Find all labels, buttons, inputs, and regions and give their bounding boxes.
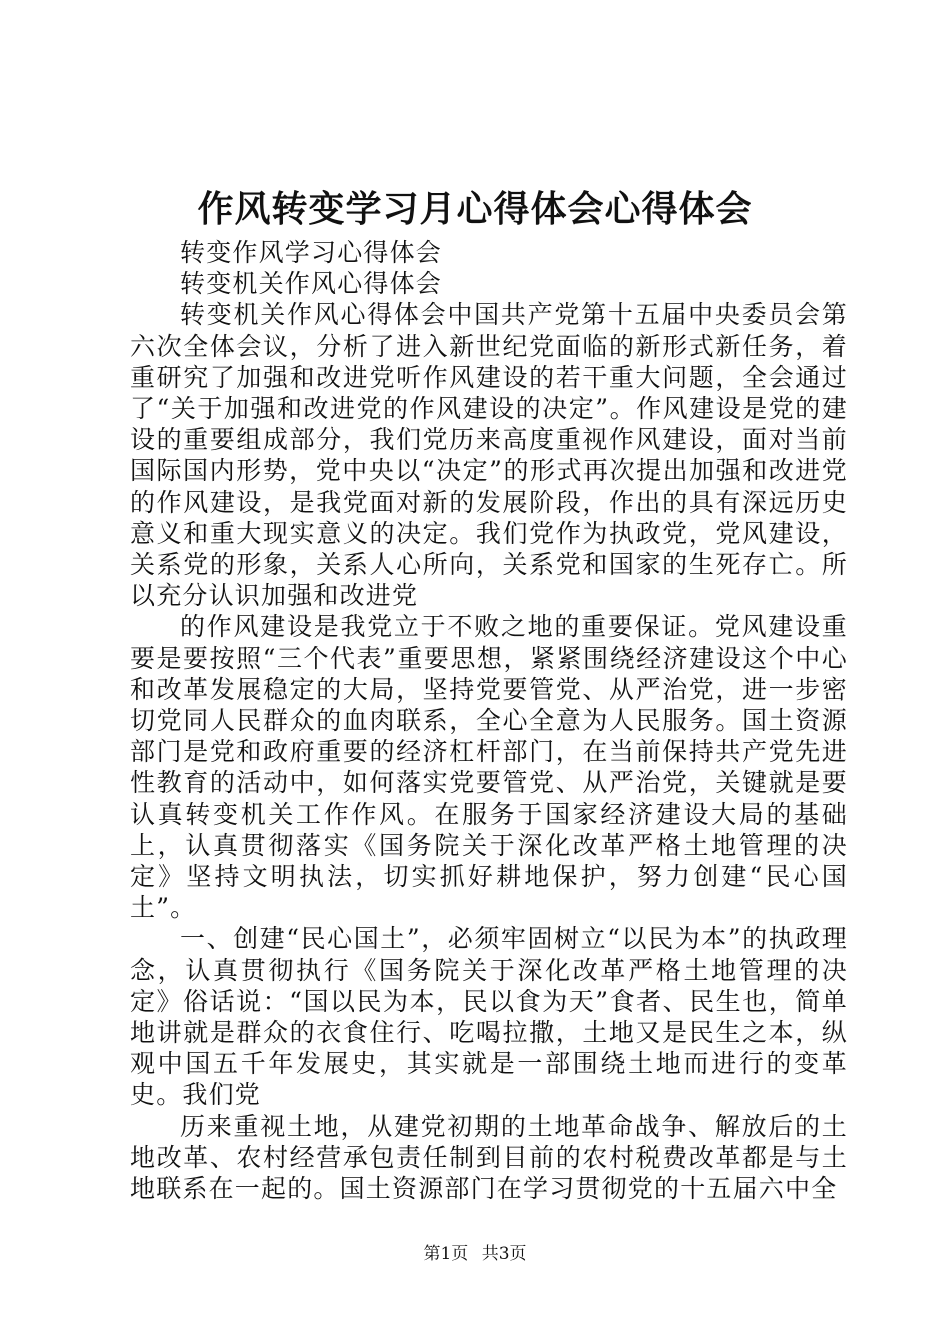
- body-paragraph: 转变作风学习心得体会: [180, 238, 443, 267]
- page-footer: [0, 1242, 950, 1266]
- page-number: 第1页: [423, 1244, 469, 1264]
- document-title: 作风转变学习月心得体会心得体会: [197, 188, 753, 230]
- page-total: 共3页: [481, 1244, 527, 1264]
- body-paragraph: 转变机关作风心得体会中国共产党第十五届中央委员会第六次全体会议，分析了进入新世纪党面临的新形式新任务，着重研究了加强和改进党听作风建设的若干重大问题，全会通过了“关于加强和改进党的作风建设的决定”。作风建设是党的建设的重要组成部分，我们党历来高度重视作风建设，面对当前国际国内形势，党中央以“决定”的形式再次提出加强和改进党的作风建设，是我党面对新的发展阶段，作出的具有深远历史意义和重大现实意义的决定。我们党作为执政党，党风建设，关系党的形象，关系人心所向，关系党和国家的生死存亡。所以充分认识加强和改进党: [130, 300, 848, 611]
- body-paragraph: 一、创建“民心国土”，必须牢固树立“以民为本”的执政理念，认真贯彻执行《国务院关于深化改革严格土地管理的决定》俗话说：“国以民为本，民以食为天”食者、民生也，简单地讲就是群众的衣食住行、吃喝拉撒，土地又是民生之本，纵观中国五千年发展史，其实就是一部围绕土地而进行的变革史。我们党: [130, 924, 848, 1110]
- body-paragraph: 的作风建设是我党立于不败之地的重要保证。党风建设重要是要按照“三个代表”重要思想，紧紧围绕经济建设这个中心和改革发展稳定的大局，坚持党要管党、从严治党，进一步密切党同人民群众的血肉联系，全心全意为人民服务。国土资源部门是党和政府重要的经济杠杆部门，在当前保持共产党先进性教育的活动中，如何落实党要管党、从严治党，关键就是要认真转变机关工作作风。在服务于国家经济建设大局的基础上，认真贯彻落实《国务院关于深化改革严格土地管理的决定》坚持文明执法，切实抓好耕地保护，努力创建“民心国土”。: [130, 612, 848, 923]
- body-paragraph: 历来重视土地，从建党初期的土地革命战争、解放后的土地改革、农村经营承包责任制到目前的农村税费改革都是与土地联系在一起的。国土资源部门在学习贯彻党的十五届六中全: [130, 1111, 848, 1204]
- body-paragraph: 转变机关作风心得体会: [180, 269, 443, 299]
- document-body: [130, 237, 848, 1204]
